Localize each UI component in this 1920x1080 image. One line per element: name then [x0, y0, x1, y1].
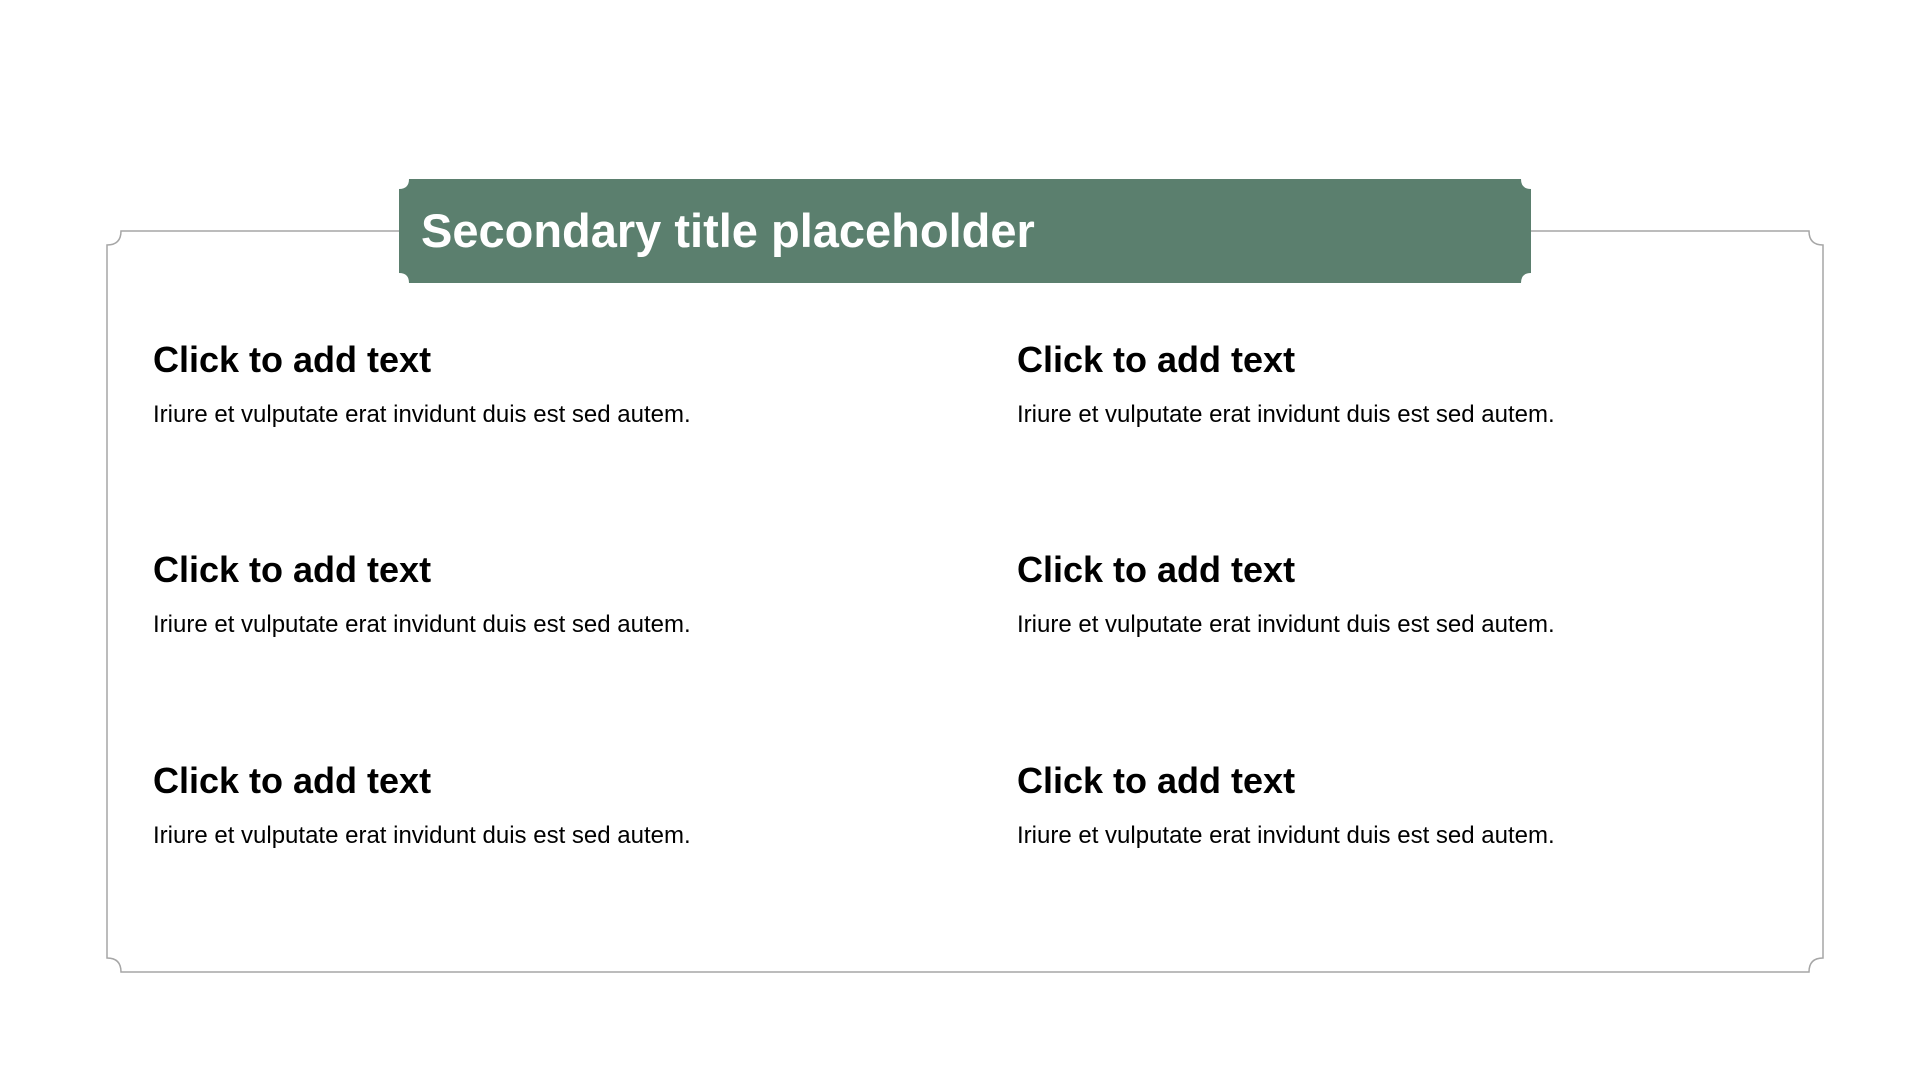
text-block-body[interactable]: Iriure et vulputate erat invidunt duis est sed autem.	[1017, 822, 1555, 849]
text-block-heading[interactable]: Click to add text	[1017, 760, 1296, 801]
text-block-body[interactable]: Iriure et vulputate erat invidunt duis est sed autem.	[1017, 401, 1555, 428]
text-block-1[interactable]	[153, 338, 873, 430]
text-block-body[interactable]: Iriure et vulputate erat invidunt duis est sed autem.	[1017, 611, 1555, 638]
text-block-heading[interactable]: Click to add text	[153, 549, 432, 590]
text-block-heading[interactable]: Click to add text	[153, 339, 432, 380]
text-block-4[interactable]	[1017, 548, 1737, 640]
text-block-body[interactable]: Iriure et vulputate erat invidunt duis est sed autem.	[153, 401, 691, 428]
text-block-2[interactable]	[1017, 338, 1737, 430]
text-block-body[interactable]: Iriure et vulputate erat invidunt duis est sed autem.	[153, 822, 691, 849]
text-block-5[interactable]	[153, 759, 873, 851]
text-block-6[interactable]	[1017, 759, 1737, 851]
text-block-heading[interactable]: Click to add text	[1017, 549, 1296, 590]
text-block-heading[interactable]: Click to add text	[153, 760, 432, 801]
text-block-heading[interactable]: Click to add text	[1017, 339, 1296, 380]
text-block-body[interactable]: Iriure et vulputate erat invidunt duis est sed autem.	[153, 611, 691, 638]
text-block-3[interactable]	[153, 548, 873, 640]
slide-title[interactable]: Secondary title placeholder	[421, 204, 1035, 257]
